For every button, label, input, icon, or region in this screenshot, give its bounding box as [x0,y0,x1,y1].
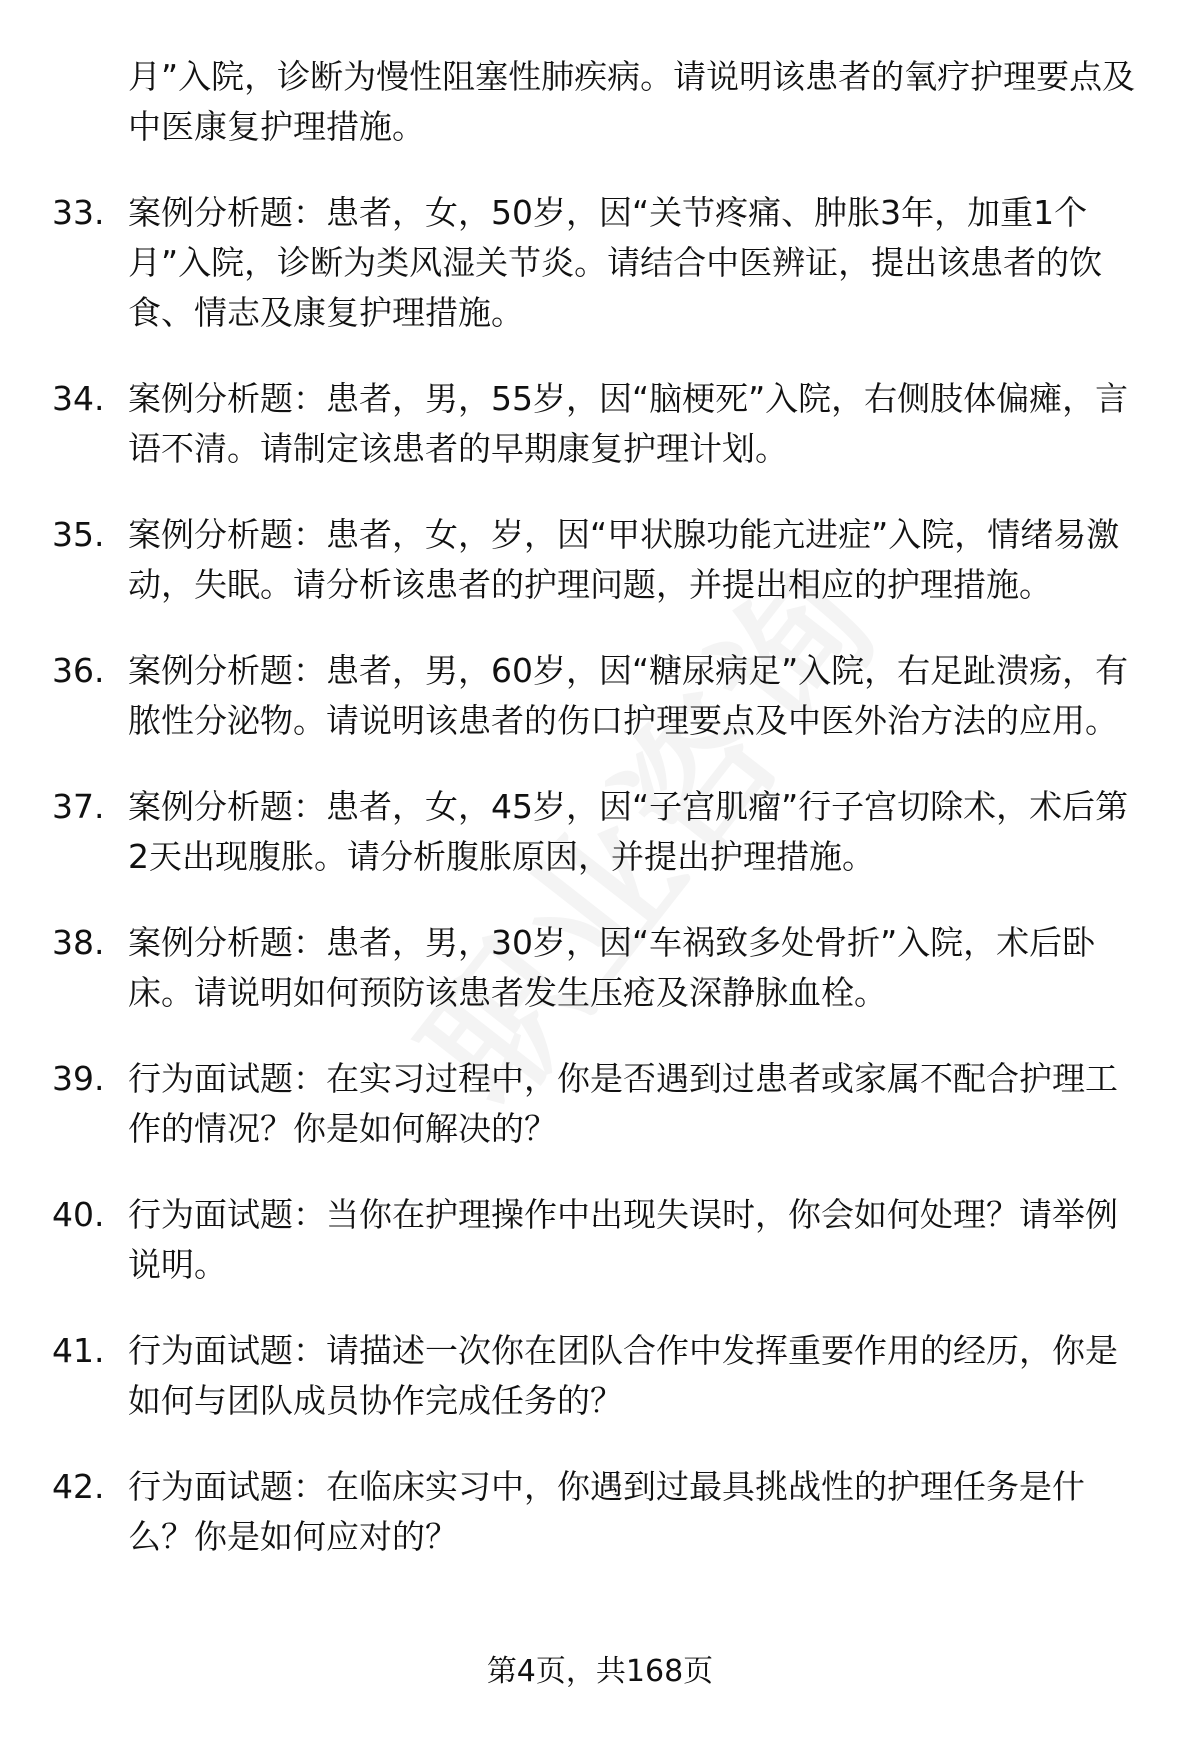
page-footer: 第4页，共168页 [486,1654,714,1689]
question-text: 行为面试题：当你在护理操作中出现失误时，你会如何处理？请举例说明。 [128,1195,1118,1284]
question-text: 案例分析题：患者，男，60岁，因“糖尿病足”入院，右足趾溃疡，有脓性分泌物。请说明该患者的伤口护理要点及中医外治方法的应用。 [128,651,1129,740]
question-item [0,646,1200,746]
question-number: 33. [52,193,105,232]
question-item [0,188,1200,338]
question-number: 40. [52,1195,105,1234]
question-text: 案例分析题：患者，男，30岁，因“车祸致多处骨折”入院，术后卧床。请说明如何预防该患者发生压疮及深静脉血栓。 [128,923,1096,1012]
question-number: 42. [52,1467,105,1506]
question-text: 案例分析题：患者，女，岁，因“甲状腺功能亢进症”入院，情绪易激动，失眠。请分析该患者的护理问题，并提出相应的护理措施。 [128,515,1120,604]
question-number: 34. [52,379,105,418]
question-text: 案例分析题：患者，男，55岁，因“脑梗死”入院，右侧肢体偏瘫，言语不清。请制定该患者的早期康复护理计划。 [128,379,1129,468]
question-number: 39. [52,1059,105,1098]
question-item [0,1190,1200,1290]
question-number: 37. [52,787,105,826]
question-text: 行为面试题：在临床实习中，你遇到过最具挑战性的护理任务是什么？你是如何应对的？ [128,1467,1085,1556]
question-text: 案例分析题：患者，女，45岁，因“子宫肌瘤”行子宫切除术，术后第2天出现腹胀。请分析腹胀原因，并提出护理措施。 [128,787,1129,876]
question-item [0,1054,1200,1154]
question-item [0,374,1200,474]
question-item [0,1462,1200,1562]
question-item [0,782,1200,882]
question-text: 行为面试题：请描述一次你在团队合作中发挥重要作用的经历，你是如何与团队成员协作完成任务的？ [128,1331,1118,1420]
question-number: 38. [52,923,105,962]
question-number: 36. [52,651,105,690]
question-list [0,52,1200,1562]
question-number: 35. [52,515,105,554]
question-text: 行为面试题：在实习过程中，你是否遇到过患者或家属不配合护理工作的情况？你是如何解决的？ [128,1059,1118,1148]
question-item [0,1326,1200,1426]
question-text: 案例分析题：患者，女，50岁，因“关节疼痛、肿胀3年，加重1个月”入院，诊断为类风湿关节炎。请结合中医辨证，提出该患者的饮食、情志及康复护理措施。 [128,193,1103,332]
question-item [0,918,1200,1018]
question-32-continuation: 月”入院，诊断为慢性阻塞性肺疾病。请说明该患者的氧疗护理要点及中医康复护理措施。 [128,57,1136,146]
question-item [0,510,1200,610]
question-number: 41. [52,1331,105,1370]
